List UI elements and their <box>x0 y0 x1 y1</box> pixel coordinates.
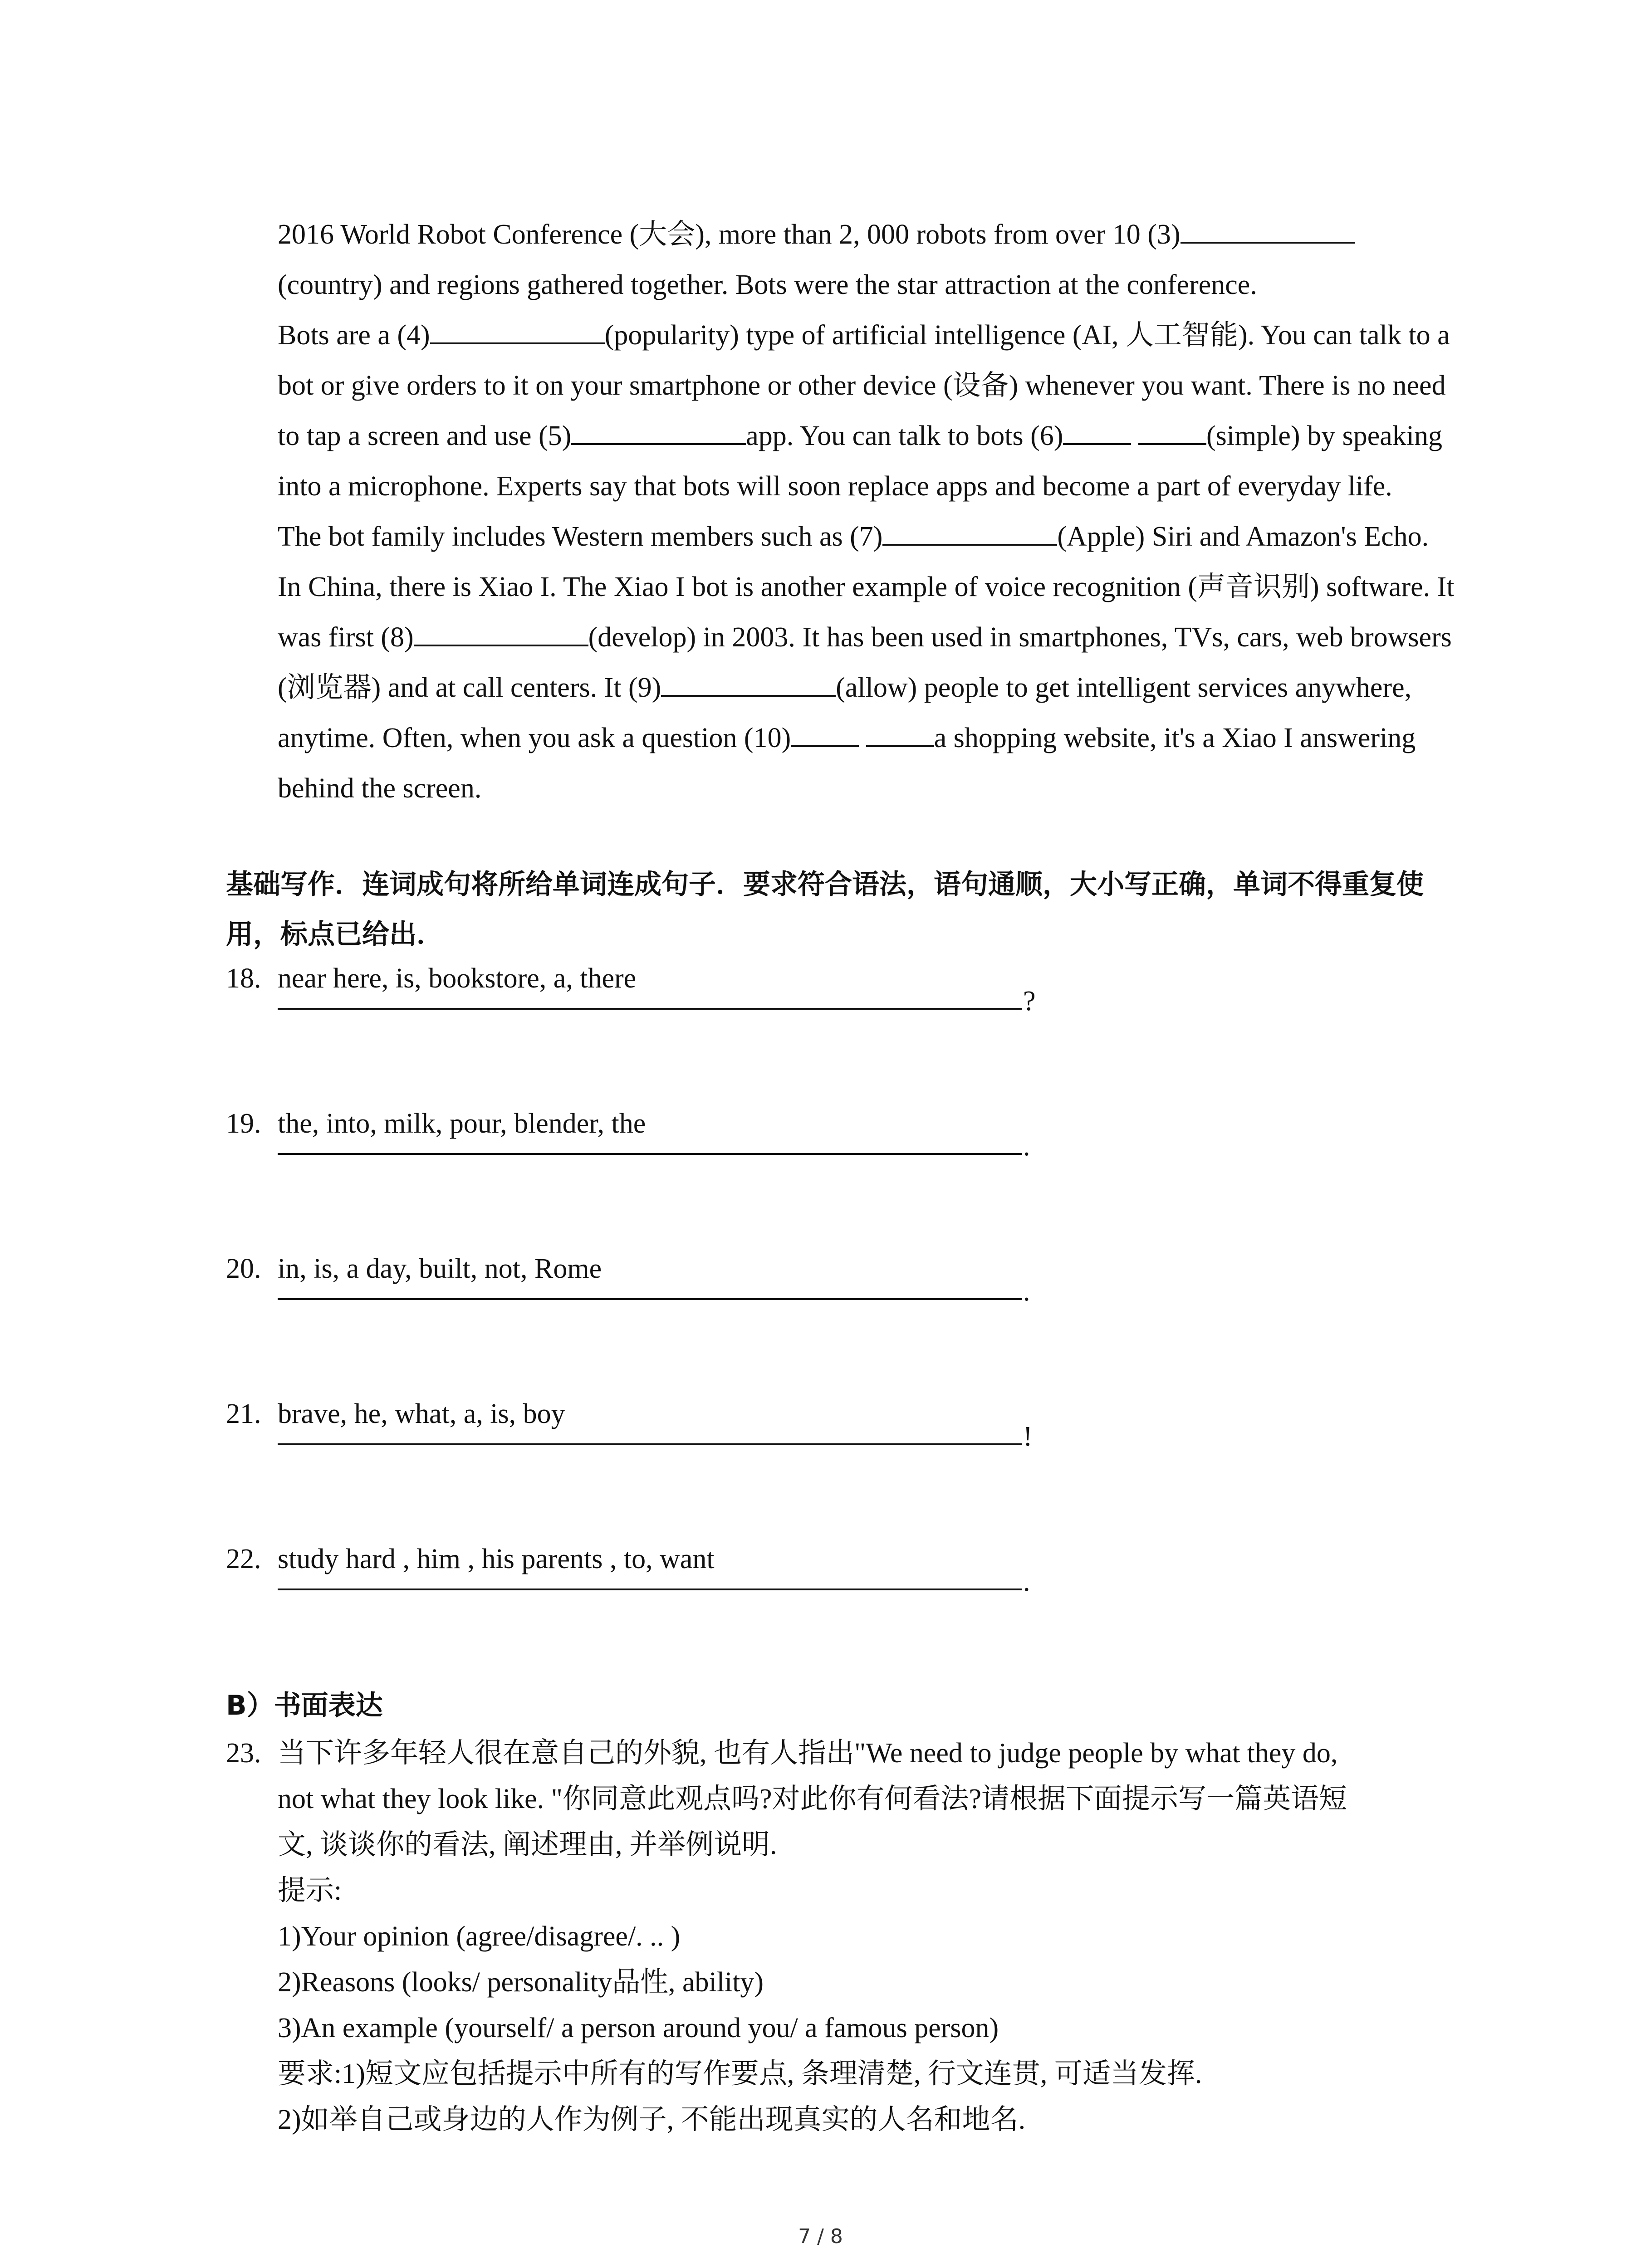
blank-5[interactable] <box>571 443 746 445</box>
passage-text: (country) and regions gathered together. Bots were the star attraction at the conference. <box>278 269 1257 300</box>
question-words: the, into, milk, pour, blender, the <box>278 1108 646 1139</box>
question-words: near here, is, bookstore, a, there <box>278 963 637 994</box>
passage-text: Bots are a (4) <box>278 320 430 351</box>
answer-line[interactable] <box>278 1443 1022 1445</box>
question-number: 19. <box>226 1108 261 1139</box>
question-punctuation: . <box>1023 1131 1030 1162</box>
question-number: 22. <box>226 1544 261 1574</box>
prompt-line: 文, 谈谈你的看法, 阐述理由, 并举例说明. <box>278 1829 777 1860</box>
question-number: 23. <box>226 1738 261 1769</box>
passage-text: The bot family includes Western members such as (7) <box>278 521 883 552</box>
passage-text: (develop) in 2003. It has been used in smartphones, TVs, cars, web browsers (浏览器) and at call centers. It (9) <box>278 622 1452 703</box>
blank-9[interactable] <box>661 694 836 697</box>
question-number: 18. <box>226 963 261 994</box>
question-18 <box>226 963 1451 1035</box>
question-number: 20. <box>226 1253 261 1284</box>
answer-line[interactable] <box>278 1153 1022 1155</box>
answer-line[interactable] <box>278 1298 1022 1300</box>
prompt-line: not what they look like. "你同意此观点吗?对此你有何看法?请根据下面提示写一篇英语短 <box>278 1784 1347 1814</box>
passage-paragraph-2 <box>278 310 1457 512</box>
passage-text: (Apple) Siri and Amazon's Echo. In China, there is Xiao I. The Xiao I bot is another example of voice recognition (声音识别) software. It was first (8) <box>278 521 1455 653</box>
blank-8[interactable] <box>414 644 588 646</box>
passage-text: (popularity) type of artificial intelligence (AI, 人工智能). You can talk to a bot or give orders to it on your smartphone or other device (设备) whenever you want. There is no need to tap a screen and use (5) <box>278 320 1450 451</box>
prompt-line: 2)Reasons (looks/ personality品性, ability) <box>278 1967 764 1998</box>
question-punctuation: . <box>1023 1566 1030 1597</box>
blank-10[interactable] <box>791 745 859 747</box>
prompt-line: 3)An example (yourself/ a person around you/ a famous person) <box>278 2013 999 2043</box>
blank-6-continued[interactable] <box>1138 443 1206 445</box>
question-words: in, is, a day, built, not, Rome <box>278 1253 602 1284</box>
blank-3[interactable] <box>1181 241 1355 244</box>
prompt-line: 提示: <box>278 1875 342 1906</box>
question-words: brave, he, what, a, is, boy <box>278 1398 565 1429</box>
question-20 <box>226 1253 1451 1325</box>
prompt-line: 1)Your opinion (agree/disagree/. .. ) <box>278 1921 681 1952</box>
passage-text: a shopping website, it's a Xiao I answering behind the screen. <box>278 723 1416 804</box>
question-punctuation: . <box>1023 1276 1030 1307</box>
prompt-line: 2)如举自己或身边的人作为例子, 不能出现真实的人名和地名. <box>278 2104 1026 2135</box>
question-21 <box>226 1398 1451 1471</box>
question-punctuation: ? <box>1023 986 1036 1017</box>
question-22 <box>226 1543 1451 1616</box>
question-19 <box>226 1108 1451 1180</box>
page-number: 7 / 8 <box>798 2225 843 2248</box>
blank-6[interactable] <box>1063 443 1131 445</box>
blank-4[interactable] <box>430 342 605 344</box>
question-number: 21. <box>226 1398 261 1429</box>
reading-passage <box>278 210 1457 814</box>
passage-text: 2016 World Robot Conference (大会), more than 2, 000 robots from over 10 (3) <box>278 219 1181 250</box>
prompt-line: 要求:1)短文应包括提示中所有的写作要点, 条理清楚, 行文连贯, 可适当发挥. <box>278 2058 1202 2089</box>
blank-7[interactable] <box>882 543 1057 546</box>
passage-paragraph-1 <box>278 210 1457 310</box>
section-a-heading: 基础写作．连词成句将所给单词连成句子．要求符合语法，语句通顺，大小写正确，单词不得重复使用，标点已给出． <box>226 869 1424 950</box>
answer-line[interactable] <box>278 1008 1022 1010</box>
question-words: study hard , him , his parents , to, want <box>278 1544 715 1574</box>
answer-line[interactable] <box>278 1589 1022 1590</box>
section-b-heading: B）书面表达 <box>226 1690 383 1721</box>
blank-10-continued[interactable] <box>866 745 934 747</box>
passage-text: app. You can talk to bots (6) <box>746 420 1063 451</box>
passage-text: (simple) by speaking into a microphone. Experts say that bots will soon replace apps and become a part of everyday life. <box>278 420 1442 502</box>
passage-paragraph-3 <box>278 512 1457 814</box>
passage-text: (allow) people to get intelligent services anywhere, anytime. Often, when you ask a question (10) <box>278 672 1412 753</box>
writing-prompt <box>278 1730 1460 2143</box>
question-punctuation: ! <box>1023 1421 1033 1452</box>
prompt-line: 当下许多年轻人很在意自己的外貌, 也有人指出"We need to judge people by what they do, <box>278 1738 1338 1769</box>
